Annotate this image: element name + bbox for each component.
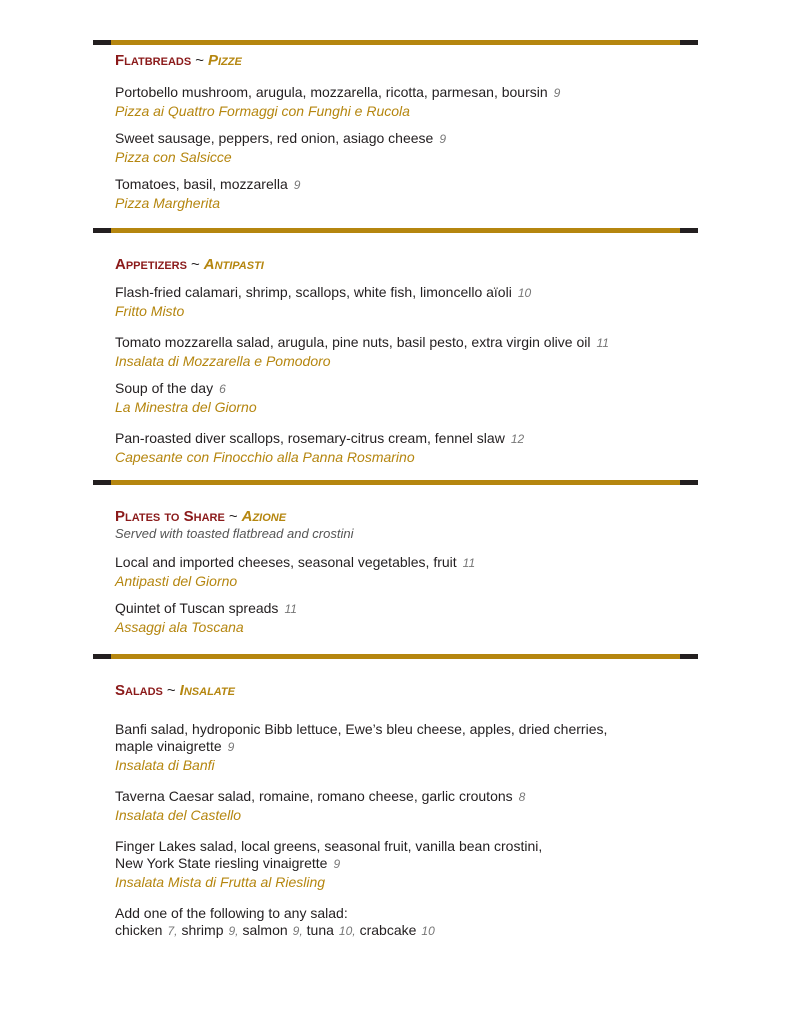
item-price: 6 bbox=[219, 382, 226, 396]
plates-section bbox=[115, 508, 715, 636]
section-divider bbox=[93, 40, 698, 45]
menu-item bbox=[115, 130, 715, 166]
item-price: 10 bbox=[517, 286, 532, 300]
item-italian-name: Pizza Margherita bbox=[115, 195, 221, 211]
item-description: Portobello mushroom, arugula, mozzarella, ricotta, parmesan, boursin bbox=[115, 84, 548, 100]
addon-name: salmon bbox=[242, 922, 288, 938]
menu-item bbox=[115, 838, 715, 891]
item-price: 12 bbox=[510, 432, 525, 446]
addon-price: 10 bbox=[421, 924, 435, 938]
item-description: Local and imported cheeses, seasonal vegetables, fruit bbox=[115, 554, 457, 570]
item-italian-name: Pizza ai Quattro Formaggi con Funghi e Rucola bbox=[115, 103, 410, 119]
item-italian-name: Fritto Misto bbox=[115, 303, 185, 319]
item-description: Quintet of Tuscan spreads bbox=[115, 600, 279, 616]
section-heading: Flatbreads ~ Pizze bbox=[115, 52, 242, 69]
menu-item bbox=[115, 176, 715, 212]
item-description: Soup of the day bbox=[115, 380, 214, 396]
item-description: Pan-roasted diver scallops, rosemary-citrus cream, fennel slaw bbox=[115, 430, 505, 446]
section-heading: Plates to Share ~ Azione bbox=[115, 508, 287, 525]
item-description: Tomato mozzarella salad, arugula, pine nuts, basil pesto, extra virgin olive oil bbox=[115, 334, 591, 350]
item-description: Banfi salad, hydroponic Bibb lettuce, Ewe’s bleu cheese, apples, dried cherries, bbox=[115, 721, 608, 737]
salads-section bbox=[115, 682, 715, 940]
item-italian-name: Insalata Mista di Frutta al Riesling bbox=[115, 874, 326, 890]
item-italian-name: Capesante con Finocchio alla Panna Rosmarino bbox=[115, 449, 415, 465]
item-italian-name: Insalata del Castello bbox=[115, 807, 242, 823]
item-price: 9 bbox=[333, 857, 341, 871]
salad-addons bbox=[115, 905, 715, 940]
item-price: 11 bbox=[596, 336, 609, 350]
item-italian-name: Insalata di Banfi bbox=[115, 757, 215, 773]
item-description: Taverna Caesar salad, romaine, romano cheese, garlic croutons bbox=[115, 788, 513, 804]
menu-item bbox=[115, 84, 715, 120]
menu-item bbox=[115, 554, 715, 590]
item-italian-name: La Minestra del Giorno bbox=[115, 399, 257, 415]
item-price: 11 bbox=[462, 556, 476, 570]
addon-name: chicken bbox=[115, 922, 163, 938]
menu-item bbox=[115, 721, 715, 774]
item-price: 9 bbox=[227, 740, 235, 754]
item-italian-name: Insalata di Mozzarella e Pomodoro bbox=[115, 353, 331, 369]
item-price: 8 bbox=[518, 790, 526, 804]
section-divider bbox=[93, 654, 698, 659]
section-divider bbox=[93, 228, 698, 233]
menu-item bbox=[115, 430, 715, 466]
addon-price: 10, bbox=[338, 924, 356, 938]
appetizers-section bbox=[115, 256, 715, 466]
item-price: 9 bbox=[439, 132, 447, 146]
addon-price: 9, bbox=[228, 924, 239, 938]
section-divider bbox=[93, 480, 698, 485]
item-italian-name: Antipasti del Giorno bbox=[115, 573, 238, 589]
menu-item bbox=[115, 380, 715, 416]
item-description: Flash-fried calamari, shrimp, scallops, white fish, limoncello aïoli bbox=[115, 284, 512, 300]
addon-name: crabcake bbox=[359, 922, 417, 938]
item-description: maple vinaigrette bbox=[115, 738, 222, 754]
item-price: 11 bbox=[284, 602, 297, 616]
flatbreads-section bbox=[115, 52, 715, 212]
item-description: Tomatoes, basil, mozzarella bbox=[115, 176, 288, 192]
item-italian-name: Assaggi ala Toscana bbox=[115, 619, 244, 635]
addon-options bbox=[115, 922, 715, 940]
menu-item bbox=[115, 284, 715, 320]
item-description: New York State riesling vinaigrette bbox=[115, 855, 328, 871]
menu-item bbox=[115, 788, 715, 824]
section-heading: Salads ~ Insalate bbox=[115, 682, 235, 699]
addon-name: tuna bbox=[306, 922, 334, 938]
item-price: 9 bbox=[553, 86, 561, 100]
menu-item bbox=[115, 600, 715, 636]
section-heading: Appetizers ~ Antipasti bbox=[115, 256, 264, 273]
addon-price: 7, bbox=[167, 924, 178, 938]
item-description: Finger Lakes salad, local greens, seasonal fruit, vanilla bean crostini, bbox=[115, 838, 543, 854]
addon-intro: Add one of the following to any salad: bbox=[115, 905, 348, 921]
item-italian-name: Pizza con Salsicce bbox=[115, 149, 232, 165]
item-description: Sweet sausage, peppers, red onion, asiago cheese bbox=[115, 130, 434, 146]
addon-price: 9, bbox=[292, 924, 303, 938]
item-price: 9 bbox=[293, 178, 301, 192]
addon-name: shrimp bbox=[181, 922, 224, 938]
section-subtitle: Served with toasted flatbread and crostini bbox=[115, 526, 354, 541]
menu-item bbox=[115, 334, 715, 370]
